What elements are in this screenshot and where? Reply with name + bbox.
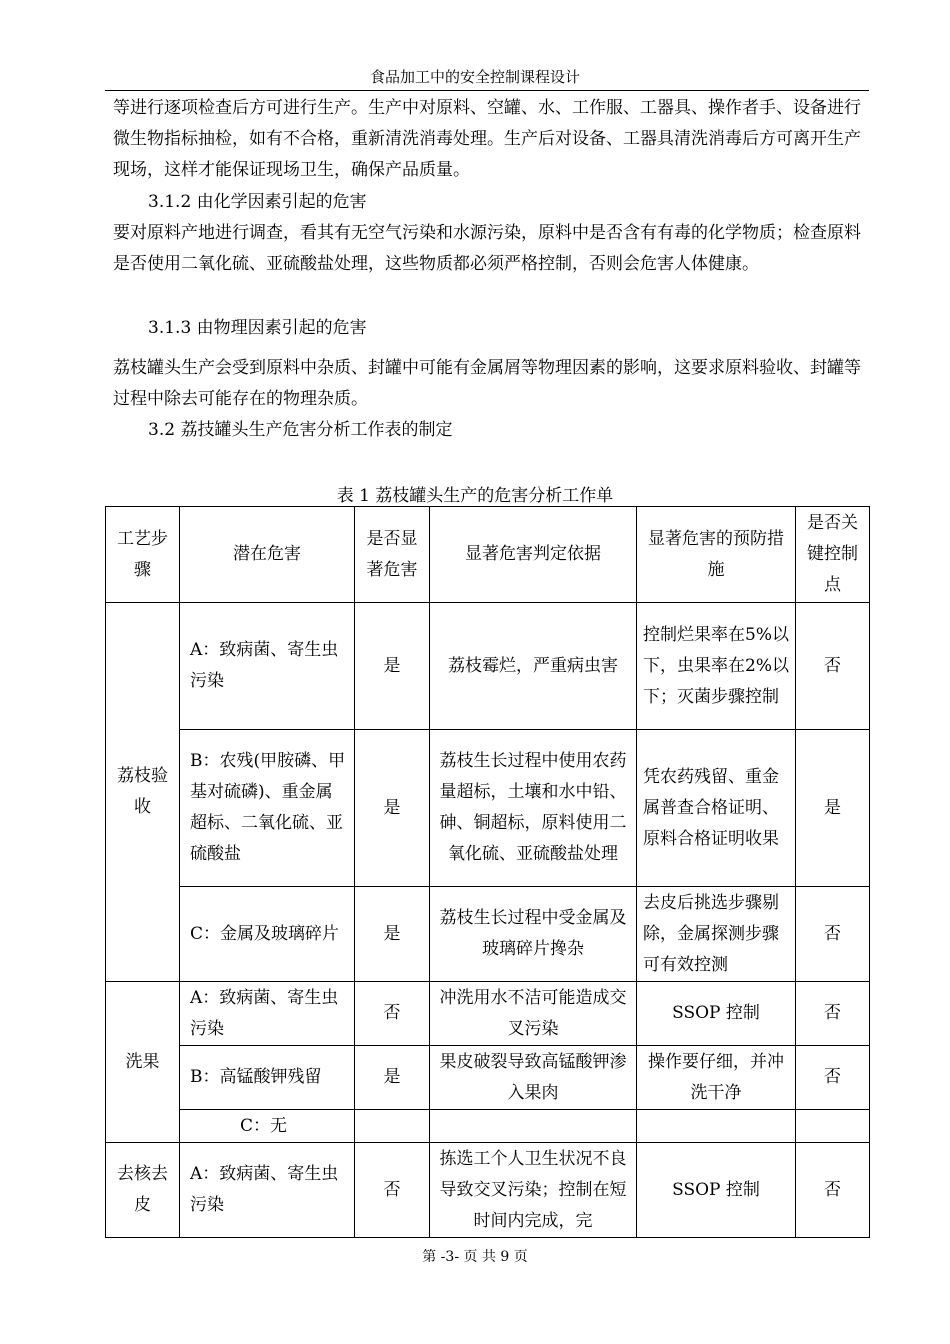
- table-row: [106, 887, 870, 982]
- page-footer: 第 -3- 页 共 9 页: [422, 1249, 528, 1265]
- hazard-cell: A：致病菌、寄生虫污染: [180, 982, 355, 1046]
- header-rule: [105, 90, 869, 91]
- measure-cell: SSOP 控制: [637, 982, 796, 1046]
- hazard-cell: B：农残(甲胺磷、甲基对硫磷)、重金属超标、二氧化硫、亚硫酸盐: [180, 730, 355, 887]
- ccp-cell: 否: [796, 1143, 870, 1238]
- heading-chemical-hazards: 3.1.2 由化学因素引起的危害: [148, 192, 367, 212]
- header-significant: 是否显著危害: [355, 507, 430, 603]
- header-potential-hazard: 潜在危害: [180, 507, 355, 603]
- measure-cell: 控制烂果率在5%以下，虫果率在2%以下；灭菌步骤控制: [637, 603, 796, 730]
- ccp-cell: 否: [796, 887, 870, 982]
- step-cell: 去核去皮: [106, 1143, 180, 1238]
- table-row: [106, 1046, 870, 1110]
- measure-cell: 去皮后挑选步骤剔除，金属探测步骤可有效控测: [637, 887, 796, 982]
- ccp-cell: 是: [796, 730, 870, 887]
- hazard-cell: B：高锰酸钾残留: [180, 1046, 355, 1110]
- paragraph-sanitation: 等进行逐项检查后方可进行生产。生产中对原料、空罐、水、工作服、工器具、操作者手、设备进行微生物指标抽检，如有不合格，重新清洗消毒处理。生产后对设备、工器具清洗消毒后方可离开生产现场，这样才能保证现场卫生，确保产品质量。: [113, 98, 861, 180]
- measure-cell: [637, 1110, 796, 1143]
- significant-cell: [355, 1110, 430, 1143]
- significant-cell: 是: [355, 887, 430, 982]
- paragraph-chemical-hazards: 要对原料产地进行调查，看其有无空气污染和水源污染，原料中是否含有有毒的化学物质；检查原料是否使用二氧化硫、亚硫酸盐处理，这些物质都必须严格控制，否则会危害人体健康。: [113, 223, 861, 274]
- heading-hazard-worksheet: 3.2 荔技罐头生产危害分析工作表的制定: [148, 420, 453, 440]
- measure-cell: 操作要仔细，并冲洗干净: [637, 1046, 796, 1110]
- measure-cell: SSOP 控制: [637, 1143, 796, 1238]
- hazard-analysis-table: [105, 506, 870, 1238]
- table-row: [106, 730, 870, 887]
- table-row: [106, 982, 870, 1046]
- hazard-cell: A：致病菌、寄生虫污染: [180, 603, 355, 730]
- running-header: 食品加工中的安全控制课程设计: [369, 68, 580, 86]
- basis-cell: 果皮破裂导致高锰酸钾渗入果肉: [430, 1046, 637, 1110]
- header-ccp: 是否关键控制点: [796, 507, 870, 603]
- header-judgment-basis: 显著危害判定依据: [430, 507, 637, 603]
- header-process-step: 工艺步骤: [106, 507, 180, 603]
- step-cell: 洗果: [106, 982, 180, 1143]
- table-row: [106, 1143, 870, 1238]
- ccp-cell: 否: [796, 1046, 870, 1110]
- significant-cell: 是: [355, 730, 430, 887]
- ccp-cell: 否: [796, 982, 870, 1046]
- step-cell: 荔枝验收: [106, 603, 180, 982]
- basis-cell: [430, 1110, 637, 1143]
- table-row: [106, 603, 870, 730]
- significant-cell: 否: [355, 1143, 430, 1238]
- significant-cell: 否: [355, 982, 430, 1046]
- table-header-row: [106, 507, 870, 603]
- basis-cell: 荔枝生长过程中受金属及玻璃碎片搀杂: [430, 887, 637, 982]
- basis-cell: 荔枝生长过程中使用农药量超标，土壤和水中铅、砷、铜超标，原料使用二氧化硫、亚硫酸盐处理: [430, 730, 637, 887]
- heading-physical-hazards: 3.1.3 由物理因素引起的危害: [148, 318, 367, 338]
- basis-cell: 拣选工个人卫生状况不良导致交叉污染；控制在短时间内完成，完: [430, 1143, 637, 1238]
- basis-cell: 荔枝霉烂，严重病虫害: [430, 603, 637, 730]
- hazard-cell: C：金属及玻璃碎片: [180, 887, 355, 982]
- table-caption: 表 1 荔枝罐头生产的危害分析工作单: [336, 486, 614, 506]
- significant-cell: 是: [355, 603, 430, 730]
- header-preventive-measures: 显著危害的预防措施: [637, 507, 796, 603]
- hazard-cell: C：无: [180, 1110, 355, 1143]
- significant-cell: 是: [355, 1046, 430, 1110]
- hazard-cell: A：致病菌、寄生虫污染: [180, 1143, 355, 1238]
- ccp-cell: 否: [796, 603, 870, 730]
- basis-cell: 冲洗用水不洁可能造成交叉污染: [430, 982, 637, 1046]
- ccp-cell: [796, 1110, 870, 1143]
- table-row: [106, 1110, 870, 1143]
- measure-cell: 凭农药残留、重金属普查合格证明、原料合格证明收果: [637, 730, 796, 887]
- paragraph-physical-hazards: 荔枝罐头生产会受到原料中杂质、封罐中可能有金属屑等物理因素的影响，这要求原料验收、封罐等过程中除去可能存在的物理杂质。: [113, 358, 861, 409]
